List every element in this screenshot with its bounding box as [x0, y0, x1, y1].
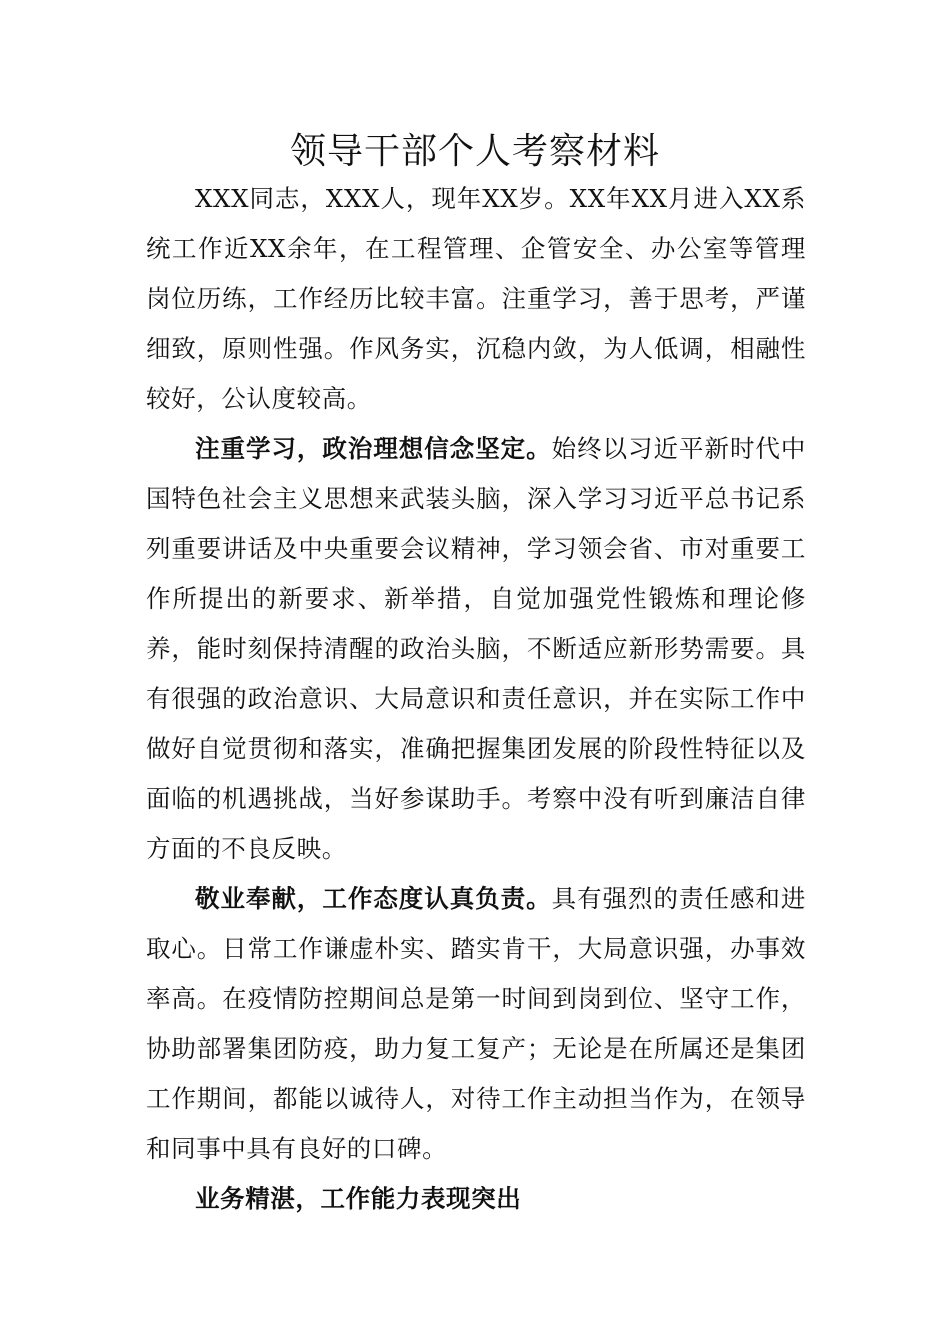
paragraph-text: 始终以习近平新时代中国特色社会主义思想来武装头脑，深入学习习近平总书记系列重要讲话及中央重要会议精神，学习领会省、市对重要工作所提出的新要求、新举措，自觉加强党性锻炼和理论修养，能时刻保持清醒的政治头脑，不断适应新形势需要。具有很强的政治意识、大局意识和责任意识，并在实际工作中做好自觉贯彻和落实，准确把握集团发展的阶段性特征以及面临的机遇挑战，当好参谋助手。考察中没有听到廉洁自律方面的不良反映。 — [146, 434, 807, 863]
paragraph-heading: 注重学习，政治理想信念坚定。 — [195, 434, 552, 463]
paragraph-intro — [146, 174, 806, 424]
document-title: 领导干部个人考察材料 — [289, 131, 660, 172]
document-body — [146, 174, 806, 1224]
paragraph-dedication — [146, 874, 806, 1174]
paragraph-heading: 敬业奉献，工作态度认真负责。 — [195, 884, 552, 913]
paragraph-political — [146, 424, 806, 874]
paragraph-text: 具有强烈的责任感和进取心。日常工作谦虚朴实、踏实肯干，大局意识强，办事效率高。在疫情防控期间总是第一时间到岗到位、坚守工作，协助部署集团防疫，助力复工复产；无论是在所属还是集团工作期间，都能以诚待人，对待工作主动担当作为，在领导和同事中具有良好的口碑。 — [146, 884, 807, 1163]
paragraph-ability — [146, 1174, 806, 1224]
paragraph-heading: 业务精湛，工作能力表现突出 — [195, 1184, 522, 1213]
paragraph-text: XXX同志，XXX人，现年XX岁。XX年XX月进入XX系统工作近XX余年，在工程管理、企管安全、办公室等管理岗位历练，工作经历比较丰富。注重学习，善于思考，严谨细致，原则性强。作风务实，沉稳内敛，为人低调，相融性较好，公认度较高。 — [146, 184, 806, 413]
